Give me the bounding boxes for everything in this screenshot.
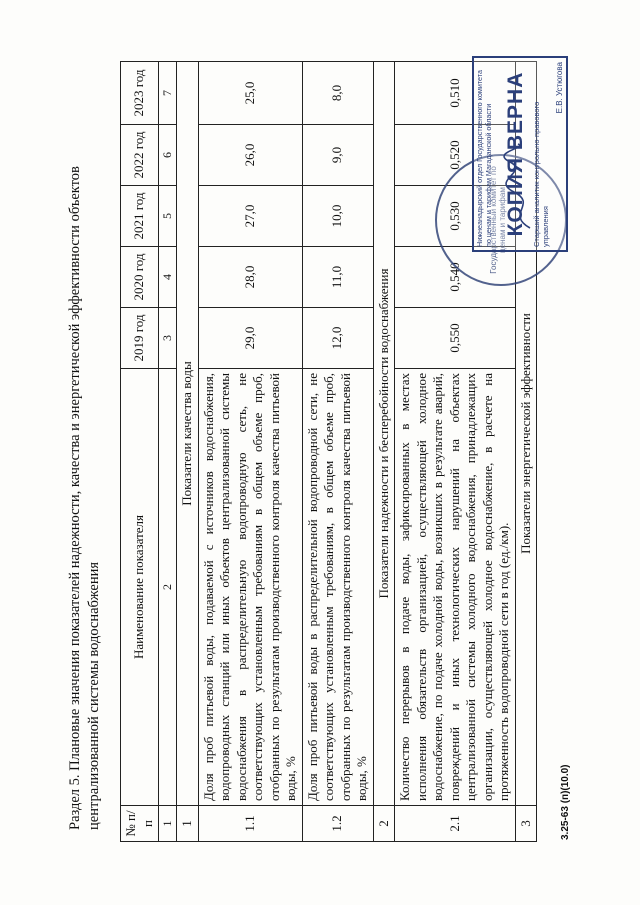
value-cell: 0,520 [395,125,516,186]
value-cell: 11,0 [302,247,373,308]
stamp-copy-correct: КОПИЯ ВЕРНА [504,71,527,237]
row-number: 1.2 [302,806,373,842]
signature-icon [500,142,540,232]
section-number: 2 [373,806,395,842]
column-index: 4 [159,247,177,308]
value-cell: 0,530 [395,186,516,247]
value-cell: 26,0 [198,125,302,186]
form-code: 3.25-63 (п)(10.0) [560,764,571,840]
indicator-name: Доля проб питьевой воды в распределительной водопроводной сети, не соответствующих установленным требованиям, в общем объеме проб, отобранных по результатам производственного контроля качества питьевой воды, % [302,369,373,806]
column-index: 5 [159,186,177,247]
seal-text: Государственный комитет по ценам и тарифам [489,166,507,274]
rotated-document [60,52,580,852]
value-cell: 28,0 [198,247,302,308]
section-heading: Показатели энергетической эффективности [515,62,537,806]
header-year: 2023 год [121,62,159,125]
value-cell: 0,540 [395,247,516,308]
table-row [198,62,302,842]
value-cell: 0,550 [395,308,516,369]
section-number: 1 [177,806,199,842]
column-index: 7 [159,62,177,125]
section-heading: Показатели качества воды [177,62,199,806]
section-title: Раздел 5. Плановые значения показателей надежности, качества и энергетической эффективности объектов централизованной системы водоснабжения [67,166,102,830]
table-row [302,62,373,842]
value-cell: 8,0 [302,62,373,125]
indicator-name: Доля проб питьевой воды, подаваемой с источников водоснабжения, водопроводных станций или иных объектов централизованной системы водоснабжения в распределительную водопроводную сеть, не соответствующих установленным требованиям в общем объеме проб, отобранных по результатам производственного контроля качества питьевой воды, % [198,369,302,806]
stamp-organization: Нижнеанадырский отдел Государственного комитета по ценам и тарифам Магаданской области [475,69,493,247]
value-cell: 10,0 [302,186,373,247]
value-cell: 27,0 [198,186,302,247]
stamp-signer: Е.В. Устюгова [555,62,564,114]
stamp-position: Старший аналитик контрольно-правового управления [532,101,550,247]
row-number: 2.1 [395,806,516,842]
value-cell: 0,510 [395,62,516,125]
header-year: 2019 год [121,308,159,369]
value-cell: 25,0 [198,62,302,125]
header-no: № п/п [121,806,159,842]
indicator-name: Количество перерывов в подаче воды, зафиксированных в местах исполнения обязательств организацией, осуществляющей холодное водоснабжение, по подаче холодной воды, возникших в результате аварий, повреждений и иных технологических нарушений на объектах централизованной системы холодного водоснабжения, принадлежащих организации, осуществляющей холодное водоснабжение, в расчете на протяженность водопроводной сети в год (ед./км). [395,369,516,806]
column-index: 6 [159,125,177,186]
section-row [373,62,395,842]
section-heading: Показатели надежности и бесперебойности водоснабжения [373,62,395,806]
column-index: 1 [159,806,177,842]
table-header-row [121,62,159,842]
header-year: 2021 год [121,186,159,247]
value-cell: 12,0 [302,308,373,369]
value-cell: 9,0 [302,125,373,186]
header-year: 2022 год [121,125,159,186]
column-index-row [159,62,177,842]
section-number: 3 [515,806,537,842]
header-name: Наименование показателя [121,369,159,806]
row-number: 1.1 [198,806,302,842]
section-row [177,62,199,842]
value-cell: 29,0 [198,308,302,369]
header-year: 2020 год [121,247,159,308]
column-index: 2 [159,369,177,806]
column-index: 3 [159,308,177,369]
